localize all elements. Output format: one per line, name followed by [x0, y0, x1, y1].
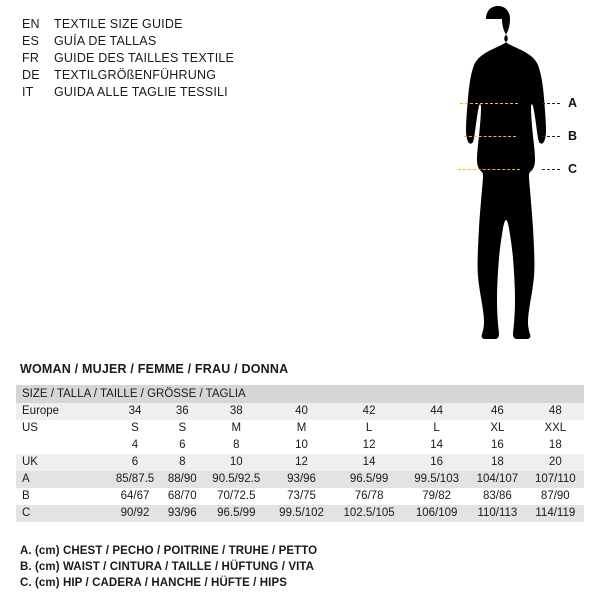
table-header-row — [16, 385, 584, 403]
cell: 4 — [131, 439, 139, 451]
waist-measure-line — [464, 136, 516, 137]
cell: 102.5/105 — [343, 507, 395, 519]
table-row — [16, 420, 584, 437]
language-title: GUIDA ALLE TAGLIE TESSILI — [54, 85, 228, 99]
table-row — [16, 403, 584, 420]
cell: 85/87.5 — [115, 473, 155, 485]
chest-leader-line — [542, 103, 560, 104]
cell: 16 — [490, 439, 504, 451]
language-code: DE — [22, 68, 40, 82]
cell: 16 — [430, 456, 443, 468]
language-title: GUIDE DES TAILLES TEXTILE — [54, 51, 235, 65]
cell: XXL — [544, 422, 567, 434]
cell: 14 — [362, 456, 376, 468]
language-code: IT — [22, 85, 34, 99]
language-code: ES — [22, 34, 40, 48]
language-list — [22, 16, 352, 101]
cell: L — [433, 422, 440, 434]
cell: 99.5/102 — [279, 507, 324, 519]
cell: 104/107 — [476, 473, 519, 485]
row-label: C — [22, 507, 31, 519]
cell: 34 — [128, 405, 142, 417]
marker-label-b: B — [568, 129, 578, 143]
language-row — [22, 16, 352, 33]
language-code: FR — [22, 51, 40, 65]
cell: 114/119 — [535, 507, 576, 519]
cell: 48 — [548, 405, 562, 417]
language-row — [22, 67, 352, 84]
section-title: WOMAN / MUJER / FEMME / FRAU / DONNA — [20, 362, 289, 376]
table-row — [16, 437, 584, 454]
cell: 76/78 — [354, 490, 384, 502]
language-title: GUÍA DE TALLAS — [54, 34, 157, 48]
cell: 40 — [295, 405, 308, 417]
row-label: B — [22, 490, 30, 502]
chest-measure-line — [460, 103, 518, 104]
cell: 10 — [229, 456, 243, 468]
cell: 38 — [229, 405, 243, 417]
language-title: TEXTILGRÖßENFÜHRUNG — [54, 68, 217, 82]
cell: 6 — [131, 456, 139, 468]
cell: 90.5/92.5 — [212, 473, 261, 485]
row-label: UK — [22, 456, 38, 468]
cell: 99.5/103 — [414, 473, 459, 485]
table-row — [16, 471, 584, 488]
cell: 8 — [179, 456, 186, 468]
legend-item: B. (cm) WAIST / CINTURA / TAILLE / HÜFTUNG / VITA — [20, 561, 315, 573]
row-label — [16, 437, 108, 454]
language-row — [22, 50, 352, 67]
cell: S — [178, 422, 187, 434]
silhouette-icon — [400, 5, 600, 380]
cell: 88/90 — [167, 473, 197, 485]
language-row — [22, 84, 352, 101]
table-row — [16, 454, 584, 471]
legend-item: C. (cm) HIP / CADERA / HANCHE / HÜFTE / HIPS — [20, 577, 288, 589]
language-code: EN — [22, 17, 40, 31]
row-label: US — [22, 422, 38, 434]
row-label: A — [22, 473, 30, 485]
waist-leader-line — [542, 136, 560, 137]
cell: S — [131, 422, 139, 434]
cell: 12 — [295, 456, 308, 468]
cell: 96.5/99 — [349, 473, 389, 485]
size-table — [16, 385, 584, 522]
cell: 83/86 — [482, 490, 512, 502]
marker-label-c: C — [568, 162, 578, 176]
measurement-legend — [20, 543, 440, 591]
cell: 12 — [362, 439, 376, 451]
cell: 18 — [548, 439, 562, 451]
cell: 87/90 — [540, 490, 570, 502]
cell: 73/75 — [287, 490, 316, 502]
cell: 93/96 — [167, 507, 197, 519]
hip-leader-line — [542, 169, 560, 170]
female-silhouette-figure — [400, 5, 600, 380]
cell: 36 — [175, 405, 189, 417]
cell: 14 — [430, 439, 443, 451]
table-row — [16, 505, 584, 522]
cell: 18 — [490, 456, 504, 468]
table-header-label: SIZE / TALLA / TAILLE / GRÖSSE / TAGLIA — [16, 385, 584, 403]
cell: 93/96 — [287, 473, 316, 485]
cell: 70/72.5 — [217, 490, 256, 502]
cell: XL — [490, 422, 505, 434]
hip-measure-line — [458, 169, 520, 170]
cell: L — [365, 422, 373, 434]
cell: M — [231, 422, 242, 434]
cell: 64/67 — [120, 490, 150, 502]
legend-item: A. (cm) CHEST / PECHO / POITRINE / TRUHE / PETTO — [20, 545, 318, 557]
cell: 20 — [548, 456, 562, 468]
cell: 79/82 — [422, 490, 451, 502]
cell: 68/70 — [167, 490, 197, 502]
cell: 106/109 — [415, 507, 458, 519]
cell: 10 — [295, 439, 308, 451]
language-title: TEXTILE SIZE GUIDE — [54, 17, 183, 31]
cell: 90/92 — [120, 507, 150, 519]
cell: 110/113 — [477, 507, 518, 519]
cell: 8 — [233, 439, 240, 451]
language-row — [22, 33, 352, 50]
cell: 42 — [362, 405, 376, 417]
cell: M — [296, 422, 307, 434]
cell: 44 — [430, 405, 443, 417]
marker-label-a: A — [568, 96, 578, 110]
cell: 46 — [490, 405, 504, 417]
row-label: Europe — [22, 405, 60, 417]
table-row — [16, 488, 584, 505]
cell: 6 — [179, 439, 186, 451]
cell: 96.5/99 — [217, 507, 256, 519]
cell: 107/110 — [534, 473, 576, 485]
